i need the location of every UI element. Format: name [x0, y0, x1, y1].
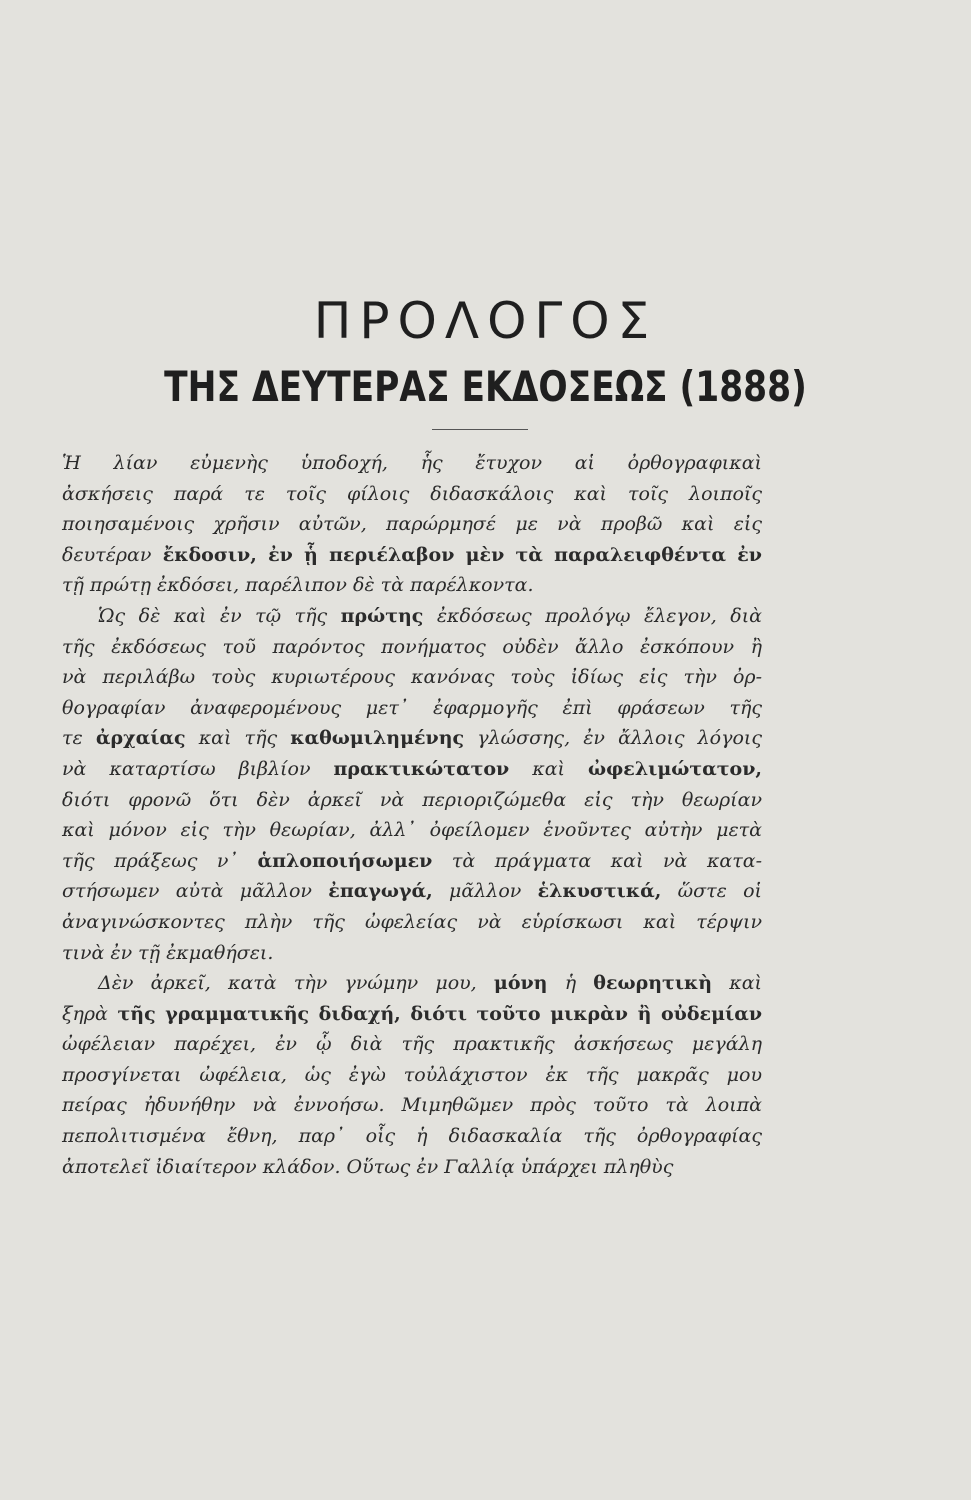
text-run: ἀσκήσεις παρά τε τοῖς φίλοις διδασκάλοις καὶ τοῖς λοιποῖς — [62, 482, 762, 505]
text-run: ἡ — [547, 972, 594, 995]
text-line — [62, 815, 762, 846]
paragraph — [62, 448, 762, 601]
emphasized-term: ἑλκυστικά, — [537, 880, 662, 903]
text-line — [62, 938, 762, 969]
text-run: τῆς ἐκδόσεως τοῦ παρόντος πονήματος οὐδὲν ἄλλο ἐσκόπουν ἢ — [62, 635, 762, 658]
text-line — [62, 999, 762, 1030]
emphasized-term: μόνη — [493, 972, 548, 995]
text-run: τῇ πρώτῃ ἐκδόσει, παρέλιπον δὲ τὰ παρέλκοντα. — [62, 574, 534, 597]
text-run: Ἡ λίαν εὐμενὴς ὑποδοχή, ἧς ἔτυχον αἱ ὀρθογραφικαὶ — [62, 452, 762, 474]
text-run: τε — [62, 727, 96, 750]
text-line — [62, 479, 762, 510]
text-line — [62, 1029, 762, 1060]
text-run: γλώσσης, ἐν ἄλλοις λόγοις — [464, 727, 763, 750]
text-run: ἀναγινώσκοντες πλὴν τῆς ὠφελείας νὰ εὑρίσκωσι καὶ τέρψιν — [62, 910, 762, 933]
text-line — [62, 876, 762, 907]
text-run: καὶ — [712, 972, 763, 995]
text-run: μᾶλλον — [432, 880, 538, 903]
emphasized-term: πρακτικώτατον — [333, 757, 510, 780]
text-run: ποιησαμένοις χρῆσιν αὐτῶν, παρώρμησέ με νὰ προβῶ καὶ εἰς — [62, 513, 762, 536]
text-line — [62, 1060, 762, 1091]
text-run: καὶ — [509, 757, 588, 780]
emphasized-term: ἔκδοσιν, ἐν ᾗ περιέλαβον μὲν τὰ παραλειφθέντα ἐν — [151, 543, 762, 566]
text-line — [62, 448, 762, 479]
emphasized-term: θεωρητικὴ — [593, 972, 713, 995]
text-run: ἐκδόσεως προλόγῳ ἔλεγον, διὰ — [423, 604, 762, 627]
text-run: τινὰ ἐν τῇ ἐκμαθήσει. — [62, 941, 274, 964]
text-run: Ὡς δὲ καὶ ἐν τῷ τῆς — [98, 604, 341, 627]
text-line — [62, 968, 762, 999]
text-run: νὰ περιλάβω τοὺς κυριωτέρους κανόνας τοὺς ἰδίως εἰς τὴν ὀρ- — [62, 666, 762, 689]
text-line — [62, 540, 762, 571]
paragraph — [62, 601, 762, 968]
emphasized-term: ὠφελιμώτατον, — [587, 757, 762, 780]
emphasized-term: πρώτης — [340, 604, 424, 627]
body-text — [62, 448, 762, 1182]
page-title: ΠΡΟΛΟΓΟΣ — [313, 292, 658, 350]
text-run: πεπολιτισμένα ἔθνη, παρ᾽ οἷς ἡ διδασκαλία τῆς ὀρθογραφίας — [62, 1125, 762, 1148]
text-run: νὰ καταρτίσω βιβλίον — [62, 757, 334, 780]
text-run: καὶ τῆς — [185, 727, 291, 750]
emphasized-term: καθωμιλημένης — [290, 727, 465, 750]
text-run: ξηρὰ — [62, 1002, 108, 1025]
text-run: ὠφέλειαν παρέχει, ἐν ᾧ διὰ τῆς πρακτικῆς ἀσκήσεως μεγάλη — [62, 1033, 762, 1056]
emphasized-term: ἀρχαίας — [95, 727, 186, 750]
text-line — [62, 632, 762, 663]
text-line — [62, 1152, 762, 1183]
emphasized-term: ἁπλοποιήσωμεν — [257, 849, 433, 872]
text-run: τὰ πράγματα καὶ νὰ κατα- — [432, 849, 762, 872]
text-line — [62, 846, 762, 877]
text-run: δευτέραν — [62, 543, 152, 566]
text-line — [62, 754, 762, 785]
text-line — [62, 1090, 762, 1121]
page-subtitle: ΤΗΣ ΔΕΥΤΕΡΑΣ ΕΚΔΟΣΕΩΣ (1888) — [164, 362, 807, 411]
text-run: ὥστε οἱ — [661, 880, 762, 903]
title-divider — [432, 429, 528, 430]
paragraph — [62, 968, 762, 1182]
text-run: στήσωμεν αὐτὰ μᾶλλον — [62, 880, 329, 903]
emphasized-term: τῆς γραμματικῆς διδαχή, διότι τοῦτο μικρὰν ἢ οὐδεμίαν — [107, 1002, 762, 1025]
text-run: Δὲν ἀρκεῖ, κατὰ τὴν γνώμην μου, — [98, 972, 494, 995]
text-run: διότι φρονῶ ὅτι δὲν ἀρκεῖ νὰ περιοριζώμεθα εἰς τὴν θεωρίαν — [62, 788, 762, 811]
text-run: πείρας ἠδυνήθην νὰ ἐννοήσω. Μιμηθῶμεν πρὸς τοῦτο τὰ λοιπὰ — [62, 1094, 762, 1117]
text-line — [62, 509, 762, 540]
text-line — [62, 693, 762, 724]
text-line — [62, 570, 762, 601]
text-run: θογραφίαν ἀναφερομένους μετ᾽ ἐφαρμογῆς ἐπὶ φράσεων τῆς — [62, 696, 762, 719]
text-run: καὶ μόνον εἰς τὴν θεωρίαν, ἀλλ᾽ ὀφείλομεν ἑνοῦντες αὐτὴν μετὰ — [62, 819, 762, 842]
text-line — [62, 723, 762, 754]
text-line — [62, 785, 762, 816]
text-run: τῆς πράξεως ν᾽ — [62, 849, 258, 872]
text-line — [62, 601, 762, 632]
emphasized-term: ἐπαγωγά, — [328, 880, 433, 903]
text-line — [62, 662, 762, 693]
text-run: προσγίνεται ὠφέλεια, ὡς ἐγὼ τοὐλάχιστον ἐκ τῆς μακρᾶς μου — [62, 1063, 762, 1086]
text-line — [62, 907, 762, 938]
text-run: ἀποτελεῖ ἰδιαίτερον κλάδον. Οὕτως ἐν Γαλλίᾳ ὑπάρχει πληθὺς — [62, 1155, 674, 1178]
text-line — [62, 1121, 762, 1152]
